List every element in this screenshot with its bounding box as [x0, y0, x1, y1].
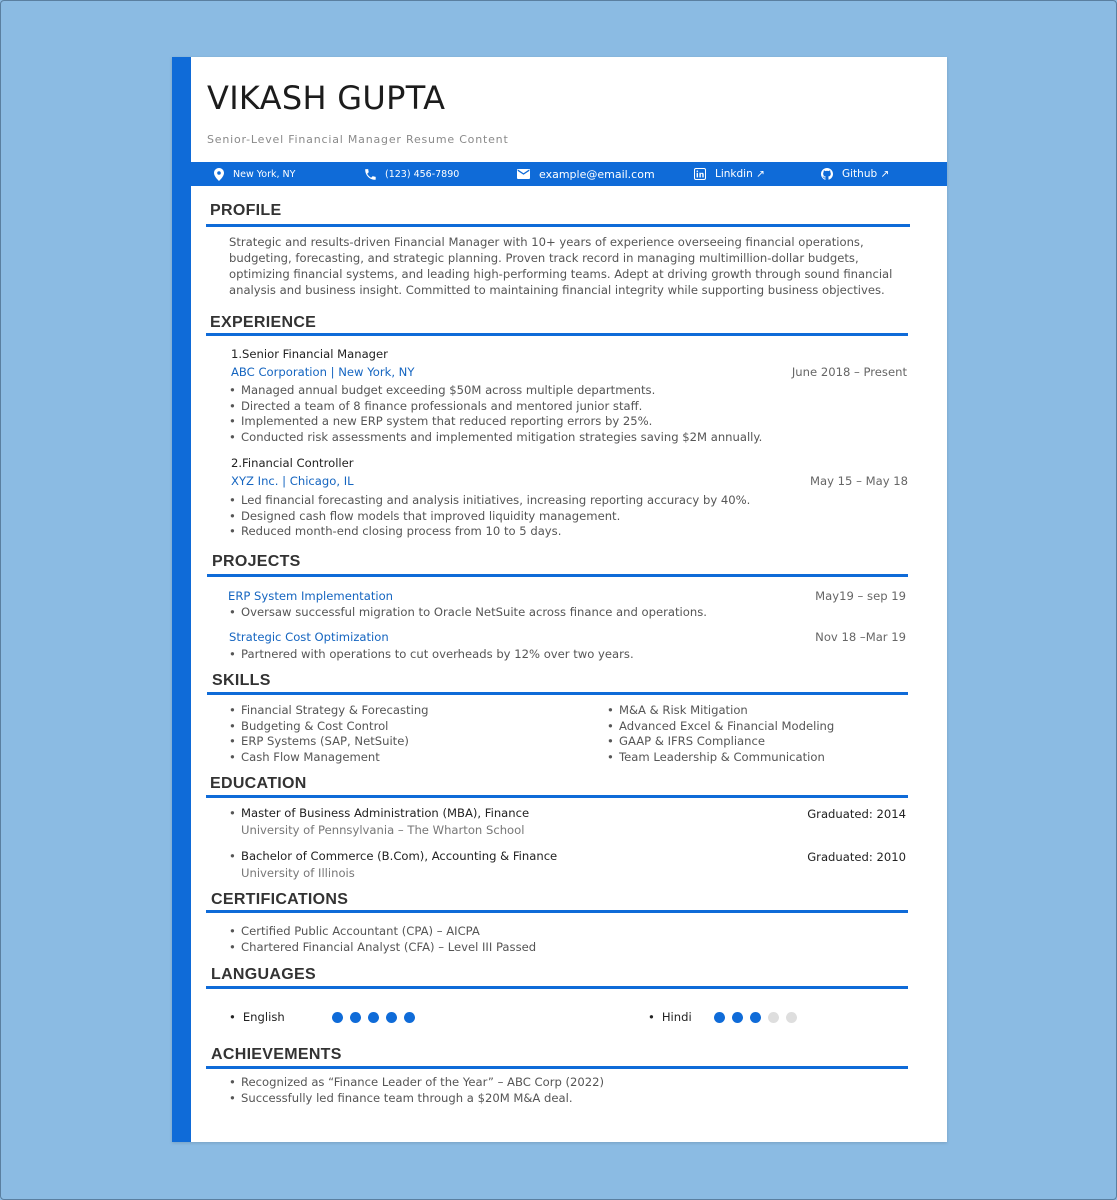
list-item: • Financial Strategy & Forecasting — [229, 703, 429, 719]
certifications-heading: CERTIFICATIONS — [211, 891, 349, 908]
project-bullets — [229, 647, 634, 663]
experience-heading: EXPERIENCE — [210, 314, 317, 331]
list-item: • Chartered Financial Analyst (CFA) – Level III Passed — [229, 940, 536, 956]
skills-right-list — [607, 703, 834, 766]
achievements-rule — [206, 1066, 908, 1069]
degree: • Master of Business Administration (MBA), Finance — [229, 806, 529, 822]
job-company: XYZ Inc. | Chicago, IL — [231, 474, 354, 488]
skills-left-list — [229, 703, 429, 766]
languages-heading: LANGUAGES — [211, 966, 316, 983]
degree: • Bachelor of Commerce (B.Com), Accounting & Finance — [229, 849, 557, 865]
projects-heading: PROJECTS — [212, 553, 301, 570]
candidate-name: VIKASH GUPTA — [207, 79, 446, 117]
profile-heading: PROFILE — [210, 202, 282, 219]
list-item: • Implemented a new ERP system that reduced reporting errors by 25%. — [229, 414, 762, 430]
proficiency-dot-filled — [732, 1012, 743, 1023]
project-bullets — [229, 605, 707, 621]
skills-heading: SKILLS — [212, 672, 271, 689]
list-item: • Oversaw successful migration to Oracle NetSuite across finance and operations. — [229, 605, 707, 621]
contact-phone[interactable] — [365, 162, 459, 186]
project-name: Strategic Cost Optimization — [229, 630, 389, 644]
proficiency-dot-filled — [386, 1012, 397, 1023]
github-icon — [821, 168, 833, 180]
graduation-year: Graduated: 2010 — [807, 850, 906, 864]
achievements-heading: ACHIEVEMENTS — [211, 1046, 342, 1063]
proficiency-dot-empty — [786, 1012, 797, 1023]
proficiency-dot-filled — [368, 1012, 379, 1023]
list-item: • Successfully led finance team through a $20M M&A deal. — [229, 1091, 604, 1107]
list-item: • Directed a team of 8 finance professionals and mentored junior staff. — [229, 399, 762, 415]
list-item: • Certified Public Accountant (CPA) – AICPA — [229, 924, 536, 940]
list-item: • Reduced month-end closing process from 10 to 5 days. — [229, 524, 750, 540]
language-level-hindi — [714, 1012, 797, 1023]
list-item: • Team Leadership & Communication — [607, 750, 834, 766]
linkedin-text: Linkdin ↗ — [715, 168, 765, 180]
email-icon — [517, 169, 530, 179]
list-item: • Cash Flow Management — [229, 750, 429, 766]
achievements-list — [229, 1075, 604, 1106]
list-item: • GAAP & IFRS Compliance — [607, 734, 834, 750]
job-dates: June 2018 – Present — [791, 365, 907, 379]
job-bullets — [229, 493, 750, 540]
phone-text: (123) 456-7890 — [385, 168, 460, 180]
list-item: • Designed cash flow models that improved liquidity management. — [229, 509, 750, 525]
proficiency-dot-filled — [714, 1012, 725, 1023]
language-hindi: • Hindi — [648, 1010, 692, 1024]
list-item: • M&A & Risk Mitigation — [607, 703, 834, 719]
email-text: example@email.com — [539, 167, 655, 181]
location-text: New York, NY — [233, 168, 296, 180]
project-name: ERP System Implementation — [228, 589, 394, 603]
contact-email[interactable] — [517, 162, 655, 186]
job-dates: May 15 – May 18 — [810, 474, 908, 488]
project-dates: Nov 18 –Mar 19 — [815, 630, 906, 644]
github-text: Github ↗ — [842, 168, 890, 180]
proficiency-dot-filled — [750, 1012, 761, 1023]
list-item: • Partnered with operations to cut overheads by 12% over two years. — [229, 647, 634, 663]
list-item: • Led financial forecasting and analysis initiatives, increasing reporting accuracy by 40%. — [229, 493, 750, 509]
proficiency-dot-empty — [768, 1012, 779, 1023]
location-pin-icon — [214, 168, 224, 181]
job-title: 2.Financial Controller — [231, 456, 354, 470]
education-item — [229, 806, 529, 822]
job-bullets — [229, 383, 762, 446]
school: University of Pennsylvania – The Wharton School — [241, 823, 525, 837]
phone-icon — [365, 169, 376, 180]
accent-side-bar — [172, 57, 191, 1142]
list-item: • Advanced Excel & Financial Modeling — [607, 719, 834, 735]
language-english: • English — [229, 1010, 285, 1024]
profile-rule — [206, 224, 910, 227]
certifications-rule — [206, 910, 908, 913]
contact-github[interactable] — [821, 162, 889, 186]
list-item: • ERP Systems (SAP, NetSuite) — [229, 734, 429, 750]
graduation-year: Graduated: 2014 — [807, 807, 906, 821]
linkedin-icon — [694, 168, 706, 180]
job-title: 1.Senior Financial Manager — [231, 347, 388, 361]
list-item: • Conducted risk assessments and implemented mitigation strategies saving $2M annually. — [229, 430, 762, 446]
school: University of Illinois — [241, 866, 355, 880]
list-item: • Recognized as “Finance Leader of the Year” – ABC Corp (2022) — [229, 1075, 604, 1091]
proficiency-dot-filled — [332, 1012, 343, 1023]
language-level-english — [332, 1012, 415, 1023]
certifications-list — [229, 924, 536, 955]
profile-text: Strategic and results-driven Financial Manager with 10+ years of experience overseeing financial operations, budgeting, forecasting, and strategic planning. Proven track record in managing multimillion-dollar budgets, optimizing financial systems, and leading high-performing teams. Adept at driving growth through sound financial analysis and business insight. Committed to maintaining financial integrity while supporting business objectives. — [229, 235, 893, 297]
list-item: • Budgeting & Cost Control — [229, 719, 429, 735]
languages-rule — [206, 986, 908, 989]
resume-subtitle: Senior-Level Financial Manager Resume Content — [207, 133, 509, 146]
education-item — [229, 849, 557, 865]
contact-bar — [191, 162, 947, 186]
education-rule — [206, 795, 908, 798]
list-item: • Managed annual budget exceeding $50M across multiple departments. — [229, 383, 762, 399]
contact-linkedin[interactable] — [694, 162, 765, 186]
experience-rule — [206, 333, 908, 336]
proficiency-dot-filled — [350, 1012, 361, 1023]
job-company: ABC Corporation | New York, NY — [231, 365, 415, 379]
skills-rule — [207, 692, 908, 695]
contact-location — [214, 162, 295, 186]
education-heading: EDUCATION — [210, 775, 307, 792]
proficiency-dot-filled — [404, 1012, 415, 1023]
resume-page — [172, 57, 947, 1142]
project-dates: May19 – sep 19 — [815, 589, 906, 603]
projects-rule — [207, 574, 908, 577]
